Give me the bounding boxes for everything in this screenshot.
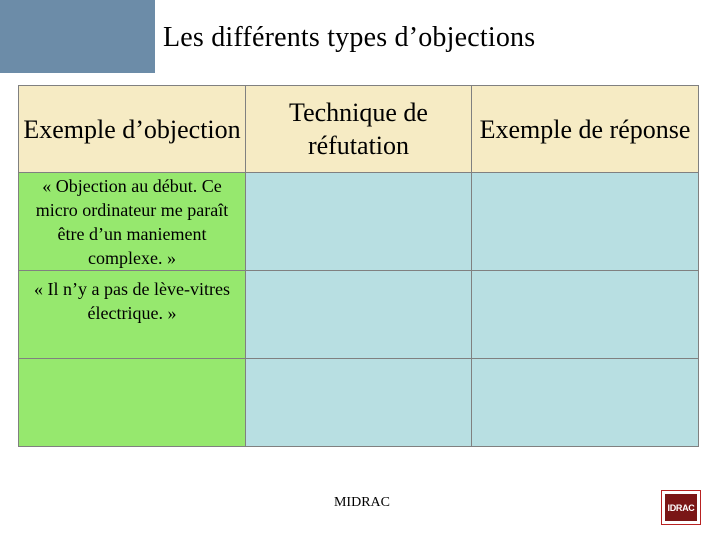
objections-table — [18, 85, 699, 447]
footer-text: MIDRAC — [333, 495, 390, 510]
decorative-square — [118, 58, 134, 73]
table-row — [19, 271, 699, 359]
logo-text: IDRAC — [667, 502, 695, 513]
table-header-row — [19, 86, 699, 173]
technique-cell — [246, 173, 472, 271]
slide-title: Les différents types d’objections — [163, 22, 536, 53]
table-row — [19, 359, 699, 447]
technique-cell — [246, 271, 472, 359]
decorative-square — [100, 58, 112, 73]
header-example-objection: Exemple d’objection — [19, 86, 246, 173]
logo-inner — [665, 494, 697, 521]
response-cell — [472, 173, 699, 271]
header-technique: Technique de réfutation — [246, 86, 472, 173]
table-row — [19, 173, 699, 271]
objection-cell — [19, 173, 246, 271]
idrac-logo — [661, 490, 701, 525]
response-cell — [472, 271, 699, 359]
objection-text: « Objection au début. Ce micro ordinateur me paraît être d’un maniement complexe. » — [35, 175, 229, 268]
response-cell — [472, 359, 699, 447]
header-example-response: Exemple de réponse — [472, 86, 699, 173]
decorative-square — [139, 58, 155, 73]
objection-cell — [19, 271, 246, 359]
technique-cell — [246, 359, 472, 447]
objection-text: « Il n’y a pas de lève-vitres électrique. » — [34, 278, 230, 323]
objection-cell — [19, 359, 246, 447]
